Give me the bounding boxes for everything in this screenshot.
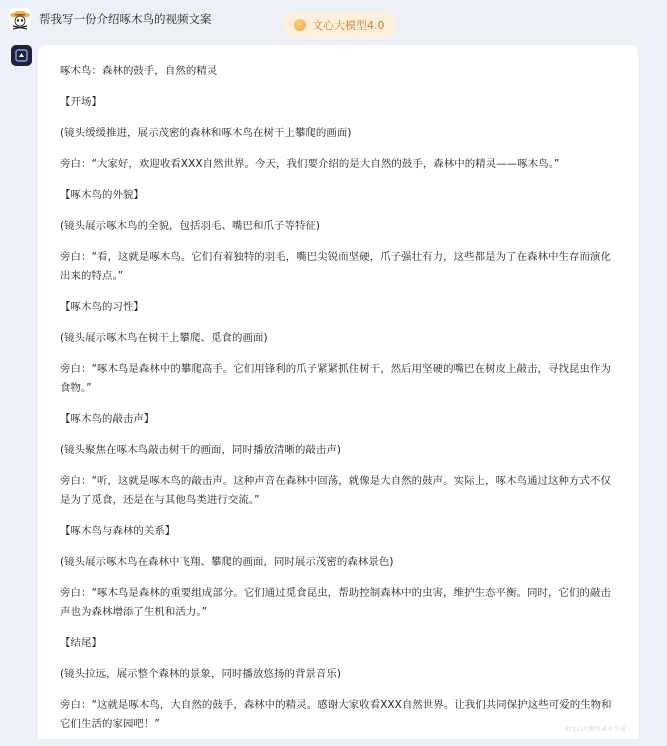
straw-hat-skull-icon: [9, 8, 31, 30]
ai-generated-watermark: 由文心大模型 4.0 生成: [564, 726, 626, 733]
narration: 旁白：“听，这就是啄木鸟的敲击声。这种声音在森林中回荡，就像是大自然的鼓声。实际上，啄木鸟通过这种方式不仅是为了觅食，还是在与其他鸟类进行交流。”: [60, 475, 611, 506]
section-heading: 【开场】: [60, 96, 102, 108]
narration: 旁白：“看，这就是啄木鸟。它们有着独特的羽毛，嘴巴尖锐而坚硬，爪子强壮有力，这些都是为了在森林中生存而演化出来的特点。”: [60, 251, 611, 282]
user-message: [9, 8, 212, 30]
shot-direction: (镜头展示啄木鸟的全貌，包括羽毛、嘴巴和爪子等特征): [60, 220, 321, 232]
model-badge-label: 文心大模型4.0: [312, 19, 385, 32]
section-heading: 【啄木鸟的习性】: [60, 301, 144, 313]
narration: 旁白：“啄木鸟是森林中的攀爬高手。它们用锋利的爪子紧紧抓住树干，然后用坚硬的嘴巴在树皮上敲击，寻找昆虫作为食物。”: [60, 363, 611, 394]
section-heading: 【啄木鸟与森林的关系】: [60, 525, 176, 537]
shot-direction: (镜头展示啄木鸟在森林中飞翔、攀爬的画面，同时展示茂密的森林景色): [60, 556, 394, 568]
narration: 旁白：“啄木鸟是森林的重要组成部分。它们通过觅食昆虫，帮助控制森林中的虫害，维护生态平衡。同时，它们的敲击声也为森林增添了生机和活力。”: [60, 587, 611, 618]
answer-content: [60, 62, 620, 746]
section-heading: 【啄木鸟的敲击声】: [60, 413, 155, 425]
user-message-text: 帮我写一份介绍啄木鸟的视频文案: [39, 12, 212, 26]
shot-direction: (镜头拉远，展示整个森林的景象，同时播放悠扬的背景音乐): [60, 668, 342, 680]
shot-direction: (镜头缓缓推进，展示茂密的森林和啄木鸟在树干上攀爬的画面): [60, 127, 352, 139]
ernie-bot-logo-icon: [11, 45, 32, 66]
answer-card: [38, 45, 638, 739]
model-badge[interactable]: [284, 12, 397, 38]
section-heading: 【结尾】: [60, 637, 102, 649]
shot-direction: (镜头聚焦在啄木鸟敲击树干的画面，同时播放清晰的敲击声): [60, 444, 342, 456]
shot-direction: (镜头展示啄木鸟在树干上攀爬、觅食的画面): [60, 332, 268, 344]
narration: 旁白：“这就是啄木鸟，大自然的鼓手，森林中的精灵。感谢大家收看XXX自然世界。让我们共同保护这些可爱的生物和它们生活的家园吧！”: [60, 699, 612, 730]
narration: 旁白：“大家好，欢迎收看XXX自然世界。今天，我们要介绍的是大自然的鼓手，森林中的精灵——啄木鸟。”: [60, 158, 560, 170]
answer-title: 啄木鸟：森林的鼓手，自然的精灵: [60, 65, 218, 77]
section-heading: 【啄木鸟的外貌】: [60, 189, 144, 201]
sparkle-orb-icon: [294, 19, 306, 31]
